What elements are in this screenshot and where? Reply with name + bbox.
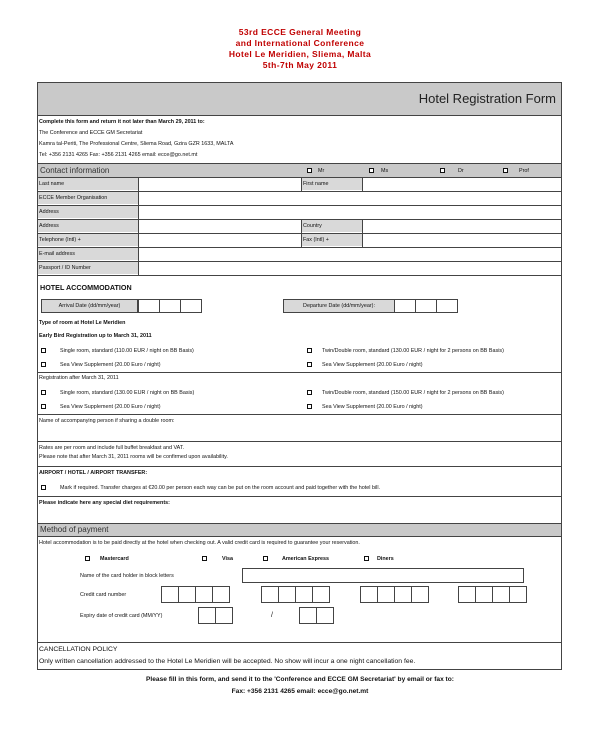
- title-dr-checkbox[interactable]: [440, 168, 445, 173]
- payment-heading: Method of payment: [40, 525, 109, 534]
- after-sea-twin-label: Sea View Supplement (20.00 Euro / night): [322, 404, 423, 410]
- transfer-checkbox[interactable]: [41, 485, 46, 490]
- event-title: 53rd ECCE General Meeting: [238, 27, 362, 37]
- form-title: Hotel Registration Form: [418, 91, 556, 106]
- card-digit-box[interactable]: [509, 586, 527, 603]
- diners-label: Diners: [377, 556, 394, 562]
- email-label: E-mail address: [38, 248, 139, 260]
- visa-label: Visa: [222, 556, 233, 562]
- cardholder-input[interactable]: [242, 568, 524, 583]
- telephone-field[interactable]: [139, 234, 301, 246]
- email-field[interactable]: [139, 248, 561, 260]
- departure-date-label: Departure Date (dd/mm/year):: [283, 299, 395, 313]
- early-sea-twin-checkbox[interactable]: [307, 362, 312, 367]
- address-label-2: Address: [38, 220, 139, 232]
- rates-note: Rates are per room and include full buffet breakfast and VAT.: [39, 445, 185, 451]
- contact-heading: Contact information: [40, 166, 110, 175]
- expiry-month-box[interactable]: [198, 607, 216, 624]
- card-digit-box[interactable]: [394, 586, 412, 603]
- after-twin-checkbox[interactable]: [307, 390, 312, 395]
- title-prof-checkbox[interactable]: [503, 168, 508, 173]
- title-ms-label: Ms: [381, 168, 389, 174]
- early-single-checkbox[interactable]: [41, 348, 46, 353]
- fax-label: Fax (Intl) +: [302, 234, 363, 246]
- card-digit-box[interactable]: [195, 586, 213, 603]
- cardholder-label: Name of the card holder in block letters: [80, 573, 174, 579]
- availability-note: Please note that after March 31, 2011 rooms will be confirmed upon availability.: [39, 454, 228, 460]
- passport-label: Passport / ID Number: [38, 262, 139, 274]
- early-twin-label: Twin/Double room, standard (130.00 EUR / night for 2 persons on BB Basis): [322, 348, 504, 354]
- event-subtitle: and International Conference: [235, 38, 365, 48]
- payment-header-bar: [38, 524, 561, 536]
- transfer-text: Mark if required. Transfer charges at €20.00 per person each way can be put on the room account and paid together with the hotel bill.: [60, 485, 381, 491]
- footer-instruction: Please fill in this form, and send it to the 'Conference and ECCE GM Secretariat' by email or fax to:: [146, 676, 454, 683]
- early-sea-single-label: Sea View Supplement (20.00 Euro / night): [60, 362, 161, 368]
- card-digit-box[interactable]: [212, 586, 230, 603]
- title-dr-label: Dr: [458, 168, 464, 174]
- after-heading: Registration after March 31, 2011: [39, 375, 119, 381]
- transfer-heading: AIRPORT / HOTEL / AIRPORT TRANSFER:: [39, 470, 148, 476]
- card-digit-box[interactable]: [411, 586, 429, 603]
- early-twin-checkbox[interactable]: [307, 348, 312, 353]
- after-single-label: Single room, standard (130.00 EUR / night on BB Basis): [60, 390, 195, 396]
- card-digit-box[interactable]: [278, 586, 296, 603]
- card-number-label: Credit card number: [80, 592, 127, 598]
- after-sea-twin-checkbox[interactable]: [307, 404, 312, 409]
- address-field-2[interactable]: [139, 220, 301, 232]
- companion-field[interactable]: [39, 426, 560, 440]
- card-digit-box[interactable]: [161, 586, 179, 603]
- fax-field[interactable]: [363, 234, 561, 246]
- after-sea-single-checkbox[interactable]: [41, 404, 46, 409]
- early-bird-heading: Early Bird Registration up to March 31, 2011: [39, 333, 152, 339]
- event-venue: Hotel Le Meridien, Sliema, Malta: [228, 49, 372, 59]
- mastercard-label: Mastercard: [100, 556, 129, 562]
- departure-year-box[interactable]: [436, 299, 458, 313]
- card-digit-box[interactable]: [312, 586, 330, 603]
- diet-label: Please indicate here any special diet requirements:: [39, 500, 170, 506]
- card-digit-box[interactable]: [492, 586, 510, 603]
- arrival-day-box[interactable]: [138, 299, 160, 313]
- expiry-month-box[interactable]: [215, 607, 233, 624]
- title-prof-label: Prof: [519, 168, 529, 174]
- card-digit-box[interactable]: [458, 586, 476, 603]
- expiry-label: Expiry date of credit card (MM/YY): [80, 613, 163, 619]
- card-digit-box[interactable]: [295, 586, 313, 603]
- first-name-label: First name: [302, 178, 363, 190]
- recipient-text: The Conference and ECCE GM Secretariat: [39, 130, 143, 136]
- early-sea-single-checkbox[interactable]: [41, 362, 46, 367]
- cancellation-text: Only written cancellation addressed to the Hotel Le Meridien will be accepted. No show will incur a one night cancellation fee.: [39, 658, 416, 665]
- diners-checkbox[interactable]: [364, 556, 369, 561]
- departure-month-box[interactable]: [415, 299, 437, 313]
- card-digit-box[interactable]: [377, 586, 395, 603]
- amex-checkbox[interactable]: [263, 556, 268, 561]
- contact-header-bar: [38, 164, 561, 177]
- room-type-heading: Type of room at Hotel Le Meridien: [39, 320, 126, 326]
- last-name-label: Last name: [38, 178, 139, 190]
- card-digit-box[interactable]: [360, 586, 378, 603]
- accommodation-heading: HOTEL ACCOMMODATION: [40, 283, 132, 292]
- departure-day-box[interactable]: [394, 299, 416, 313]
- diet-field[interactable]: [39, 508, 560, 522]
- organisation-label: ECCE Member Organisation: [38, 192, 139, 204]
- visa-checkbox[interactable]: [202, 556, 207, 561]
- address-label-1: Address: [38, 206, 139, 218]
- secretariat-address: Kamra tal-Periti, The Professional Centre, Sliema Road, Gzira GZR 1633, MALTA: [39, 141, 234, 147]
- companion-label: Name of accompanying person if sharing a double room:: [39, 418, 175, 424]
- expiry-separator: /: [271, 612, 273, 619]
- title-ms-checkbox[interactable]: [369, 168, 374, 173]
- country-label: Country: [302, 220, 363, 232]
- arrival-year-box[interactable]: [180, 299, 202, 313]
- organisation-field[interactable]: [139, 192, 561, 204]
- mastercard-checkbox[interactable]: [85, 556, 90, 561]
- expiry-year-box[interactable]: [299, 607, 317, 624]
- arrival-month-box[interactable]: [159, 299, 181, 313]
- after-twin-label: Twin/Double room, standard (150.00 EUR / night for 2 persons on BB Basis): [322, 390, 504, 396]
- amex-label: American Express: [282, 556, 330, 562]
- arrival-date-label: Arrival Date (dd/mm/year): [41, 299, 138, 313]
- after-sea-single-label: Sea View Supplement (20.00 Euro / night): [60, 404, 161, 410]
- title-mr-label: Mr: [318, 168, 325, 174]
- early-sea-twin-label: Sea View Supplement (20.00 Euro / night): [322, 362, 423, 368]
- card-digit-box[interactable]: [178, 586, 196, 603]
- card-digit-box[interactable]: [261, 586, 279, 603]
- event-dates: 5th-7th May 2011: [262, 60, 338, 70]
- cancellation-heading: CANCELLATION POLICY: [39, 646, 118, 653]
- payment-note: Hotel accommodation is to be paid directly at the hotel when checking out. A valid credit card is required to guarantee your reservation.: [39, 540, 360, 546]
- deadline-text: Complete this form and return it not later than March 29, 2011 to:: [39, 119, 205, 125]
- last-name-field[interactable]: [139, 178, 301, 190]
- after-single-checkbox[interactable]: [41, 390, 46, 395]
- expiry-year-box[interactable]: [316, 607, 334, 624]
- address-field-1[interactable]: [139, 206, 561, 218]
- passport-field[interactable]: [139, 262, 561, 274]
- card-digit-box[interactable]: [475, 586, 493, 603]
- title-mr-checkbox[interactable]: [307, 168, 312, 173]
- telephone-label: Telephone (Intl) +: [38, 234, 139, 246]
- footer-contact: Fax: +356 2131 4265 email: ecce@go.net.mt: [231, 688, 369, 695]
- secretariat-contact: Tel: +356 2131 4265 Fax: +356 2131 4265 email: ecce@go.net.mt: [39, 152, 198, 158]
- country-field[interactable]: [363, 220, 561, 232]
- first-name-field[interactable]: [363, 178, 561, 190]
- early-single-label: Single room, standard (110.00 EUR / night on BB Basis): [60, 348, 194, 354]
